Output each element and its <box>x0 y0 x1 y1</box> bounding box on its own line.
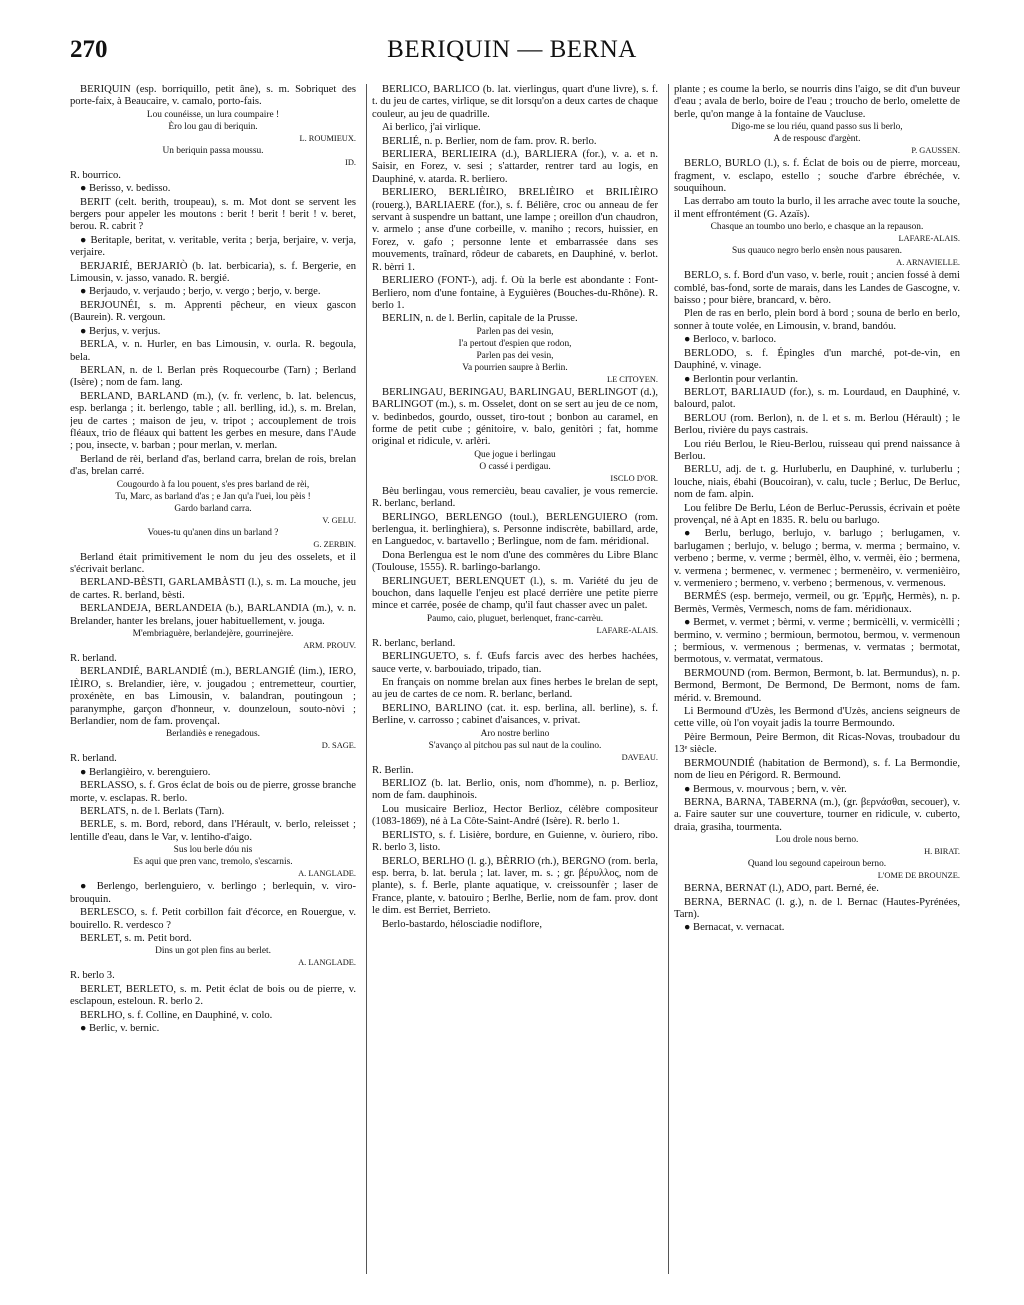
verse-quote: Tu, Marc, as barland d'as ; e Jan qu'a l'uei, lou pèis ! <box>115 491 311 502</box>
dictionary-entry: Lou musicaire Berlioz, Hector Berlioz, célèbre compositeur (1083-1869), né à La Côte-Saint-André (Isère). R. berlo 1. <box>372 803 658 828</box>
entry-continuation: R. berlanc, berland. <box>372 637 456 649</box>
dictionary-entry: Plen de ras en berlo, plein bord à bord ; souna de berlo en berlo, sonner à toute volée, en Limousin, v. brand, bandóu. <box>674 308 960 332</box>
verse-quote: Digo-me se lou riéu, quand passo sus li berlo, <box>731 122 903 133</box>
dictionary-entry: Las derrabo am touto la burlo, il les arrache avec toute la souche, il ment effrontément (G. Azaïs). <box>674 196 960 220</box>
dictionary-entry: BERNA, BARNA, TABERNA (m.), (gr. βερνάσθαι, secouer), v. a. Faire sauter sur une couverture, tourner en ridicule, v. cuberto, draia, grasiha, tourmenta. <box>674 796 960 833</box>
dictionary-entry: Berland de rèi, berland d'as, berland carra, brelan de rois, brelan d'as, brelan carré. <box>70 453 356 478</box>
dictionary-entry: Lou felibre De Berlu, Léon de Berluc-Perussis, écrivain et poète provençal, né à Apt en 1835. R. belu ou barlugo. <box>674 502 960 526</box>
dictionary-entry: BERJARIÉ, BERJARIÒ (b. lat. berbicaria), s. f. Bergerie, en Limousin, v. jasso, vanado. R. bergié. <box>70 260 356 285</box>
entry-continuation: R. berlo 3. <box>70 970 115 982</box>
verse-quote: Sus quauco negro berlo ensèn nous pausaren. <box>731 246 902 257</box>
quote-attribution: V. GELU. <box>322 515 356 525</box>
dictionary-entry: BERLIOZ (b. lat. Berlio, onis, nom d'homme), n. p. Berlioz, nom de fam. dauphinois. <box>372 778 658 802</box>
quote-attribution: LE CITOYEN. <box>606 374 658 384</box>
dictionary-entry: BERLINO, BARLINO (cat. it. esp. berlina, all. berline), s. f. Berline, v. carrosso ; cabinet d'aisances, v. privat. <box>372 702 658 727</box>
dictionary-entry: ● Bernacat, v. vernacat. <box>684 922 785 934</box>
dictionary-entry: Dona Berlengua est le nom d'une des commères du Libre Blanc (Toulouse, 1555). R. barlingo-barlango. <box>372 549 658 574</box>
running-title: BERIQUIN — BERNA <box>387 36 637 63</box>
dictionary-entry: BERLINGAU, BERINGAU, BARLINGAU, BERLINGOT (d.), BARLINGOT (m.), s. m. Osselet, dont on se sert au jeu de ce nom, v. bedinbedos, gourdo, ousset, tiro-tout ; bonbon au caramel, en forme de petit cube ; génitoire, v. balo, genitòri ; fat, homme original et ridicule, v. arlèri. <box>372 386 658 448</box>
dictionary-entry: BERIT (celt. berith, troupeau), s. m. Mot dont se servent les bergers pour appeler les moutons : berit ! berit ! berit ! v. beret, berou. R. cabrit ? <box>70 196 356 233</box>
dictionary-entry: BERMÉS (esp. bermejo, vermeil, ou gr. Ἑρμῆς, Hermès), n. p. Bermès, Vermès, Vermesch, noms de fam. méridionaux. <box>674 591 960 615</box>
dictionary-entry: Li Bermound d'Uzès, les Bermond d'Uzès, anciens seigneurs de cette ville, où l'on voyait jadis la tourre Bermoundo. <box>674 706 960 730</box>
quote-attribution: L. ROUMIEUX. <box>299 133 356 143</box>
dictionary-entry: BERLASSO, s. f. Gros éclat de bois ou de pierre, grosse branche morte, v. esclapas. R. berlo. <box>70 780 356 804</box>
quote-attribution: ID. <box>345 157 356 167</box>
verse-quote: O cassé i perdigau. <box>479 461 551 472</box>
dictionary-entry: BERLOT, BARLIAUD (for.), s. m. Lourdaud, en Dauphiné, v. balourd, palot. <box>674 386 960 411</box>
quote-attribution: A. LANGLADE. <box>298 869 356 879</box>
quote-attribution: DAVEAU. <box>621 752 658 762</box>
dictionary-entry: ● Berjus, v. verjus. <box>80 325 161 337</box>
quote-attribution: A. LANGLADE. <box>298 958 356 968</box>
dictionary-entry: BERLICO, BARLICO (b. lat. vierlingus, quart d'une livre), s. f. t. du jeu de cartes, virlique, se dit lorsqu'on a deux cartes de chaque couleur, au jeu de quadrille. <box>372 84 658 120</box>
entry-continuation: R. berland. <box>70 753 117 765</box>
dictionary-entry: BERLIERO, BERLIÈIRO, BRELIÈIRO et BRILIÈIRO (rouerg.), BARLIAERE (for.), s. f. Béliêre, croc ou anneau de fer servant à suspendre un battant, une lampe ; oreillon d'un chaudron, v. armelo ; anse d'une corbeille, v. maniho ; recors, huissier, en Forez, v. gafo ; personne lente et embarrassée dans ses mouvements, traînard, rôdeur de cabarets, en Dauphiné, v. berlot. R. bèrri 1. <box>372 187 658 273</box>
column-divider <box>366 84 367 1274</box>
column-divider <box>668 84 669 1274</box>
dictionary-entry: ● Berlangièiro, v. berenguiero. <box>80 766 211 778</box>
verse-quote: Lou drole nous berno. <box>775 835 859 846</box>
dictionary-entry: ● Bermet, v. vermet ; bèrmi, v. verme ; bermicèlli, v. vermicèlli ; bermino, v. vermino ; bermioun, bermotou, bermou, v. vermenoun ; bermious, v. vermenous ; bermenas, v. vermatas ; bermotat, bermotous, v. vermatat, vermatous. <box>674 617 960 666</box>
quote-attribution: G. ZERBIN. <box>313 539 356 549</box>
dictionary-entry: BERLET, s. m. Petit bord. <box>80 932 192 944</box>
dictionary-entry: BERLAND-BÈSTI, GARLAMBÀSTI (l.), s. m. La mouche, jeu de cartes. R. berland, bèsti. <box>70 577 356 601</box>
dictionary-entry: BERLIN, n. de l. Berlin, capitale de la Prusse. <box>382 313 578 325</box>
verse-quote: Es aqui que pren vanc, tremolo, s'escarnis. <box>133 857 293 868</box>
verse-quote: Parlen pas dei vesin, <box>476 350 554 361</box>
dictionary-entry: BERLANDEJA, BERLANDEIA (b.), BARLANDIA (m.), v. n. Brelander, hanter les brelans, jouer habituellement, v. jouga. <box>70 603 356 627</box>
verse-quote: Dins un got plen fins au berlet. <box>155 946 271 957</box>
dictionary-entry: BERLIÉ, n. p. Berlier, nom de fam. prov. R. berlo. <box>382 135 597 147</box>
quote-attribution: P. GAUSSEN. <box>911 146 960 156</box>
dictionary-entry: BERLOU (rom. Berlon), n. de l. et s. m. Berlou (Hérault) ; le Berlou, rivière du pays castrais. <box>674 412 960 437</box>
dictionary-entry: Lou riéu Berlou, le Rieu-Berlou, ruisseau qui prend naissance à Berlou. <box>674 438 960 462</box>
dictionary-entry: ● Berjaudo, v. verjaudo ; berjo, v. vergo ; berjo, v. berge. <box>80 286 321 298</box>
dictionary-entry: Berland était primitivement le nom du jeu des osselets, et il s'écrivait berlanc. <box>70 551 356 575</box>
dictionary-entry: ● Berloco, v. barloco. <box>684 334 777 346</box>
quote-attribution: D. SAGE. <box>321 741 356 751</box>
dictionary-entry: BERLO, s. f. Bord d'un vaso, v. berle, rouit ; ancien fossé à demi comblé, bas-fond, sorte de marais, dans les Landes de Gascogne, v. baisso ; pour bière, brancard, v. bèro. <box>674 270 960 307</box>
dictionary-entry: ● Berlu, berlugo, berlujo, v. barlugo ; berlugamen, v. barlugamen ; berlujo, v. belugo ; berma, v. merma ; bermaino, v. verbeno ; berme, v. verme ; bermèl, èlho, v. vermèi, èio ; bermena, v. vermena ; bermenec, v. vermenec ; bermenèiro, v. vermenièiro, v. vermeniero ; bermeno, v. verbeno ; bermenous, v. vermenous. <box>674 528 960 589</box>
entry-continuation: R. bourrico. <box>70 169 121 181</box>
dictionary-entry: BERLINGUETO, s. f. Œufs farcis avec des herbes hachées, sauce verte, v. barbouiado, tripado, tian. <box>372 651 658 675</box>
dictionary-entry: BERLISTO, s. f. Lisière, bordure, en Guienne, v. òuriero, ribo. R. berlo 3, listo. <box>372 829 658 854</box>
verse-quote: A de respousc d'argènt. <box>773 134 861 145</box>
quote-attribution: ARM. PROUV. <box>303 641 356 650</box>
verse-quote: Sus lou berle dóu nis <box>173 845 253 856</box>
dictionary-entry: BERLESCO, s. f. Petit corbillon fait d'écorce, en Rouergue, v. bouirello. R. verdesco ? <box>70 907 356 931</box>
dictionary-entry: ● Bermous, v. mourvous ; bern, v. vèr. <box>684 783 847 795</box>
dictionary-entry: BERMOUNDIÉ (habitation de Bermond), s. f. La Bermondie, nom de lieu en Périgord. R. Bermound. <box>674 757 960 782</box>
verse-quote: Gardo barland carra. <box>174 503 252 514</box>
verse-quote: Va pourrien saupre à Berlin. <box>462 362 568 373</box>
dictionary-entry: Pèire Bermoun, Peire Bermon, dit Ricas-Novas, troubadour du 13ᵉ siècle. <box>674 731 960 756</box>
dictionary-entry: BERLU, adj. de t. g. Hurluberlu, en Dauphiné, v. turluberlu ; louche, niais, ébahi (Boucoiran), v. calu, tucle ; Berluc, De Berluc, nom de fam. alpin. <box>674 464 960 501</box>
page-number: 270 <box>70 36 108 63</box>
dictionary-entry: En français on nomme brelan aux fines herbes le brelan de sept, au jeu de cartes de ce nom. R. berlanc, berland. <box>372 677 658 701</box>
verse-quote: Paumo, caio, pluguet, berlenquet, franc-carrèu. <box>426 613 604 624</box>
dictionary-entry: BERIQUIN (esp. borriquillo, petit âne), s. m. Sobriquet des porte-faix, à Beaucaire, v. camalo, porto-fais. <box>70 84 356 108</box>
quote-attribution: H. BIRAT. <box>924 847 960 857</box>
verse-quote: Èro lou gau di beriquin. <box>168 121 258 132</box>
column-2 <box>372 84 658 1284</box>
dictionary-entry: BERLE, s. m. Bord, rebord, dans l'Hérault, v. berlo, releisset ; lentille d'eau, dans le Var, v. lentiho-d'aigo. <box>70 819 356 843</box>
column-3 <box>674 84 960 1284</box>
dictionary-entry: ● Berisso, v. bedisso. <box>80 183 171 195</box>
dictionary-entry: Bèu berlingau, vous remercièu, beau cavalier, je vous remercie. R. berlanc, berland. <box>372 485 658 510</box>
dictionary-entry: Ai berlico, j'ai virlique. <box>382 122 481 134</box>
dictionary-entry: BERLA, v. n. Hurler, en bas Limousin, v. ourla. R. begoula, bela. <box>70 339 356 363</box>
text-columns <box>70 84 960 1284</box>
dictionary-entry: BERLATS, n. de l. Berlats (Tarn). <box>80 806 225 818</box>
verse-quote: Que jogue i berlingau <box>474 449 556 460</box>
dictionary-entry: BERLAN, n. de l. Berlan près Roquecourbe (Tarn) ; Berland (Isère) ; nom de fam. lang. <box>70 364 356 389</box>
dictionary-entry: BERLIERA, BERLIEIRA (d.), BARLIERA (for.), v. a. et n. Saisir, en Forez, v. sesi ; s'attarder, rentrer tard au logis, en Dauphiné, v. atarda. R. berliero. <box>372 149 658 185</box>
dictionary-entry: BERLET, BERLETO, s. m. Petit éclat de bois ou de pierre, v. esclapoun, esteloun. R. berlo 2. <box>70 983 356 1008</box>
quote-attribution: L'OME DE BROUNZE. <box>877 871 960 881</box>
verse-quote: Voues-tu qu'anen dins un barland ? <box>147 527 279 538</box>
verse-quote: S'avanço al pitchou pas sul naut de la coulino. <box>428 740 602 751</box>
dictionary-entry: BERLIERO (FONT-), adj. f. Où la berle est abondante : Font-Berliero, nom d'une fontaine, à Eyguières (Bouches-du-Rhône). R. berlo 1. <box>372 275 658 311</box>
dictionary-entry: ● Berlontin pour verlantin. <box>684 373 799 385</box>
quote-attribution: LAFARE-ALAIS. <box>898 234 960 244</box>
quote-attribution: A. ARNAVIELLE. <box>896 258 960 268</box>
verse-quote: Quand lou segound capeiroun berno. <box>747 859 887 870</box>
verse-quote: Cougourdo à fa lou pouent, s'es pres barland de rèi, <box>116 479 310 490</box>
verse-quote: M'embriaguère, berlandejère, gourrinejère. <box>132 629 294 639</box>
dictionary-entry: BERLODO, s. f. Épingles d'un marché, pot-de-vin, en Dauphiné, v. vinage. <box>674 347 960 372</box>
quote-attribution: LAFARE-ALAIS. <box>596 625 658 635</box>
entry-continuation: plante ; es coume la berlo, se nourris dins l'aigo, se dit d'un buveur d'eau ; avala de berlo, boire de l'eau ; troucho de berlo, omelette de berle, qu'on mange à la fontaine de Vaucluse. <box>674 84 960 120</box>
dictionary-entry: BERLANDIÉ, BARLANDIÉ (m.), BERLANGIÉ (lim.), IERO, IÈIRO, s. Brelandier, ière, v. jougadou ; entremetteur, courtier, proxénète, en bas Limousin, v. balandran, poutingoun ; paranymphe, garçon d'honneur, v. dounzeloun, souto-nòvi ; Berlandier, nom de fam. provençal. <box>70 666 356 728</box>
verse-quote: Berlandiès e renegadous. <box>166 729 260 740</box>
entry-continuation: R. Berlin. <box>372 764 414 776</box>
dictionary-entry: BERMOUND (rom. Bermon, Bermont, b. lat. Bermundus), n. p. Bermond, Bermont, De Bermond, De Bermont, noms de fam. mérid. v. Bremound. <box>674 667 960 704</box>
verse-quote: Un beriquin passa moussu. <box>162 145 264 156</box>
dictionary-entry: BERLINGUET, BERLENQUET (l.), s. m. Variété du jeu de bouchon, dans laquelle l'enjeu est placé derrière une petite pierre mince et carrée, posée de champ, qu'il faut chasser avec un palet. <box>372 575 658 612</box>
verse-quote: I'a pertout d'espien que rodon, <box>458 338 572 349</box>
entry-continuation: R. berland. <box>70 653 117 664</box>
verse-quote: Chasque an toumbo uno berlo, e chasque an la repauson. <box>710 222 924 233</box>
dictionary-entry: ● Beritaple, beritat, v. veritable, verita ; berja, berjaire, v. verja, verjaire. <box>70 234 356 259</box>
quote-attribution: ISCLO D'OR. <box>610 473 658 483</box>
dictionary-entry: BERJOUNÉI, s. m. Apprenti pêcheur, en vieux gascon (Baurein). R. vergoun. <box>70 299 356 324</box>
dictionary-entry: BERNA, BERNAC (l. g.), n. de l. Bernac (Hautes-Pyrénées, Tarn). <box>674 896 960 920</box>
page-header <box>70 36 954 80</box>
dictionary-entry: ● Berlengo, berlenguiero, v. berlingo ; berlequin, v. vìro-brouquin. <box>70 881 356 905</box>
verse-quote: Aro nostre berlino <box>480 728 550 739</box>
dictionary-entry: Berlo-bastardo, hélosciadie nodiflore, <box>382 918 543 930</box>
dictionary-entry: BERLO, BURLO (l.), s. f. Éclat de bois ou de pierre, morceau, fragment, v. esclapo, estello ; souche d'arbre ébréchée, v. souquihoun. <box>674 158 960 195</box>
dictionary-entry: BERLINGO, BERLENGO (toul.), BERLENGUIERO (rom. berlengua, it. berlinghiera), s. Personne indiscrète, babillard, arde, en Languedoc, v. bartavello ; Berlingue, nom de fam. méridional. <box>372 511 658 548</box>
dictionary-entry: BERLO, BERLHO (l. g.), BÈRRIO (rh.), BERGNO (rom. berla, esp. berra, b. lat. berula ; lat. laver, m. s. ; gr. βέρυλλος, nom de plante), s. f. Berle, plante aquatique, v. creissounfèr ; laser de France, plante, v. batouiro ; Berlhe, Berlie, nom de fam. prov. dont le dim. est Berriet, Berrieto. <box>372 855 658 917</box>
dictionary-entry: BERLHO, s. f. Colline, en Dauphiné, v. colo. <box>80 1009 273 1021</box>
verse-quote: Parlen pas dei vesin, <box>476 326 554 337</box>
dictionary-entry: BERNA, BERNAT (l.), ADO, part. Berné, ée. <box>684 883 879 895</box>
column-1 <box>70 84 356 1284</box>
verse-quote: Lou counéisse, un lura coumpaire ! <box>146 109 280 120</box>
dictionary-entry: ● Berlic, v. bernic. <box>80 1022 160 1034</box>
dictionary-entry: BERLAND, BARLAND (m.), (v. fr. verlenc, b. lat. belencus, esp. berlanga ; it. berlengo, table ; all. berlling, id.), s. m. Brelan, jeu de cartes ; maison de jeu, v. tripot ; accouplement de trois fléaux, trio de fléaux qui battent les gerbes en mesure, dans l'Aude ; pou, insecte, v. barban ; pour merlan, v. merlan. <box>70 390 356 452</box>
